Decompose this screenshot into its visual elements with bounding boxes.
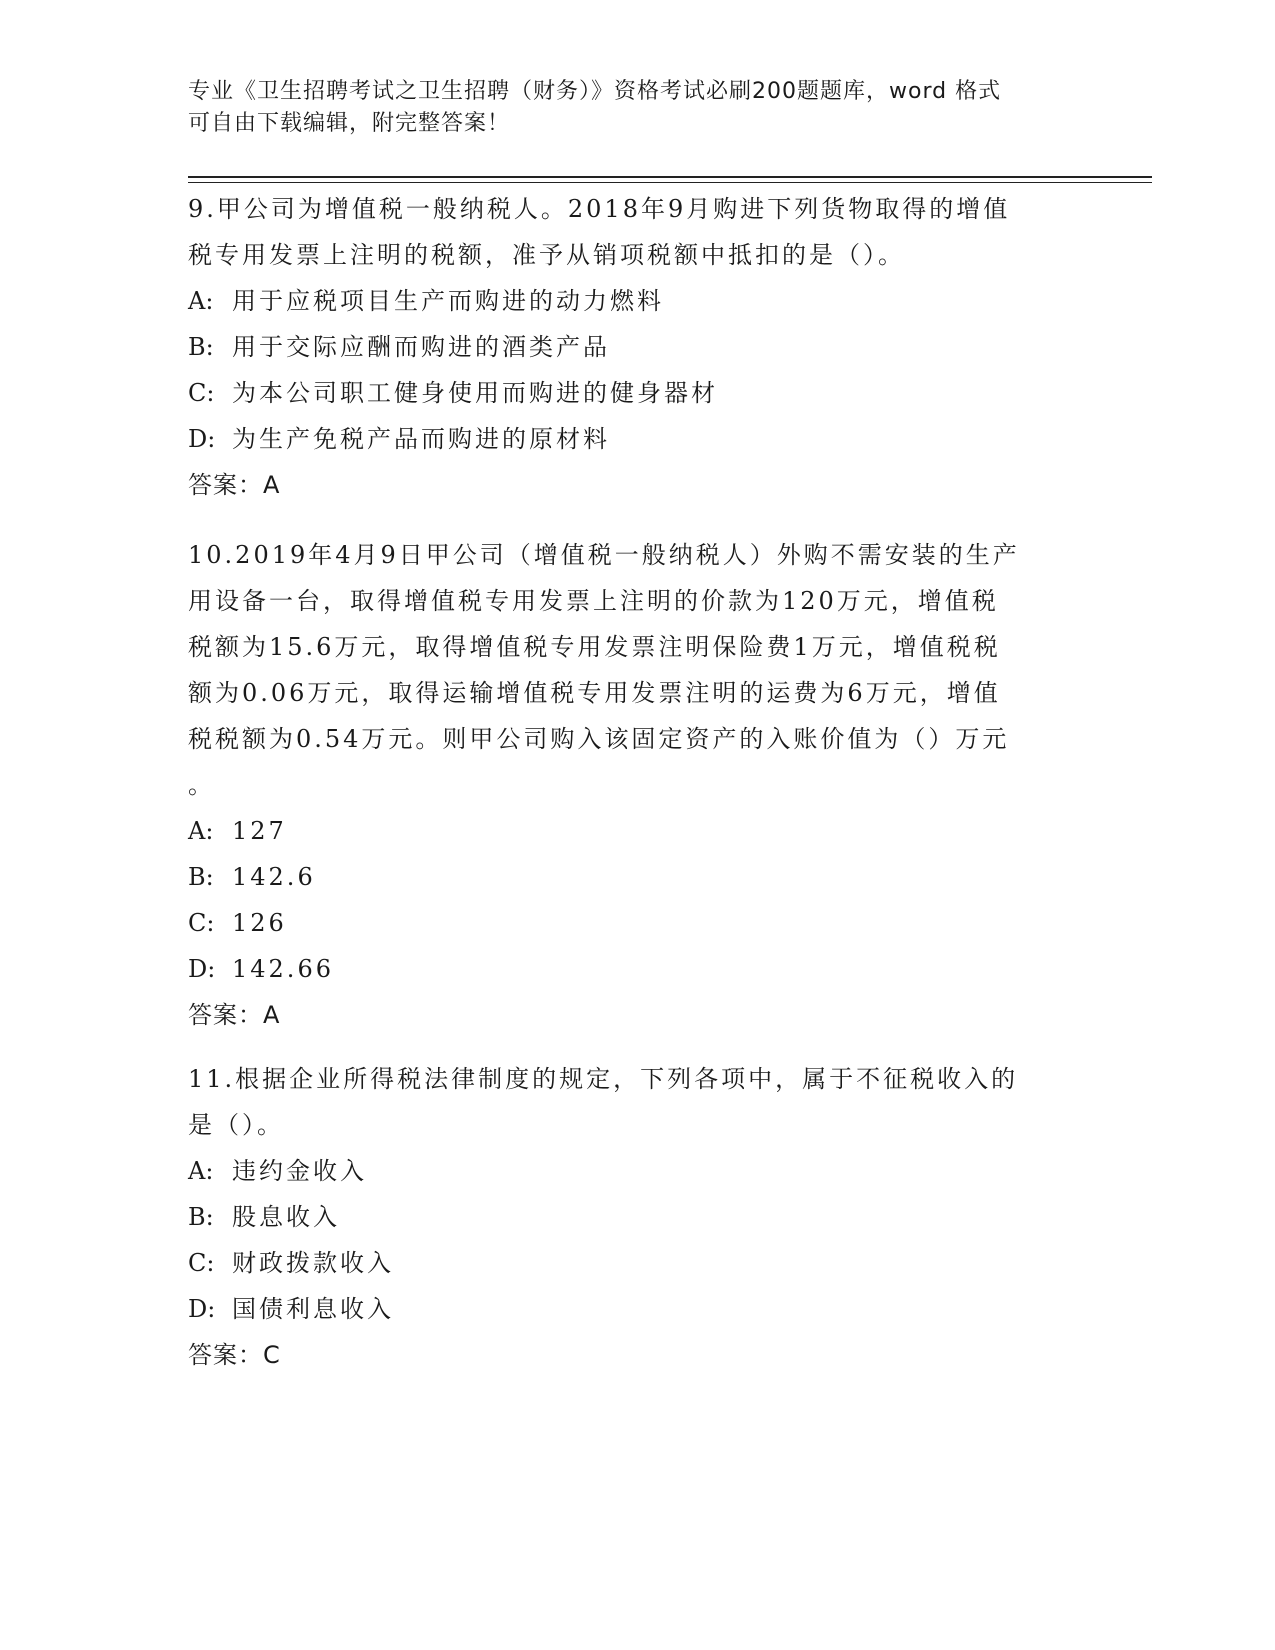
- question-stem-line: 11.根据企业所得税法律制度的规定，下列各项中，属于不征税收入的: [188, 1065, 1019, 1093]
- option-key: A:: [188, 1157, 214, 1185]
- option-key: B:: [188, 1203, 214, 1231]
- answer-line: 答案：A: [188, 471, 281, 499]
- header-divider-thin: [188, 182, 1152, 183]
- option-key: C:: [188, 1249, 215, 1277]
- option-text: 用于交际应酬而购进的酒类产品: [232, 333, 610, 361]
- question-stem-line: 。: [188, 771, 215, 799]
- question-stem-line: 税专用发票上注明的税额，准予从销项税额中抵扣的是（）。: [188, 241, 905, 269]
- question-stem-line: 10.2019年4月9日甲公司（增值税一般纳税人）外购不需安装的生产: [188, 541, 1020, 569]
- question-stem-line: 税税额为0.54万元。则甲公司购入该固定资产的入账价值为（）万元: [188, 725, 1010, 753]
- option-key: D:: [188, 1295, 216, 1323]
- option-c: [188, 900, 1088, 946]
- option-text: 国债利息收入: [232, 1295, 394, 1323]
- option-b: [188, 1194, 1088, 1240]
- question-10: [188, 532, 1088, 1038]
- header-line-1: 专业《卫生招聘考试之卫生招聘（财务）》资格考试必刷200题题库，word 格式: [188, 79, 1002, 104]
- answer-line: 答案：A: [188, 1001, 281, 1029]
- option-a: [188, 808, 1088, 854]
- option-key: B:: [188, 863, 214, 891]
- header-divider-thick: [188, 176, 1152, 178]
- option-text: 127: [232, 817, 287, 845]
- question-9: [188, 186, 1088, 508]
- option-key: D:: [188, 425, 216, 453]
- option-a: [188, 1148, 1088, 1194]
- option-text: 财政拨款收入: [232, 1249, 394, 1277]
- option-text: 股息收入: [232, 1203, 340, 1231]
- option-b: [188, 854, 1088, 900]
- option-key: A:: [188, 817, 214, 845]
- option-b: [188, 324, 1088, 370]
- question-stem-line: 用设备一台，取得增值税专用发票上注明的价款为120万元，增值税: [188, 587, 999, 615]
- option-d: [188, 1286, 1088, 1332]
- header-line-2: 可自由下载编辑，附完整答案！: [188, 111, 511, 136]
- document-header: [188, 76, 1068, 140]
- option-d: [188, 946, 1088, 992]
- option-a: [188, 278, 1088, 324]
- question-stem-line: 额为0.06万元，取得运输增值税专用发票注明的运费为6万元，增值: [188, 679, 1001, 707]
- option-key: A:: [188, 287, 214, 315]
- option-c: [188, 370, 1088, 416]
- question-stem-line: 是（）。: [188, 1111, 284, 1139]
- answer-line: 答案：C: [188, 1341, 281, 1369]
- option-text: 违约金收入: [232, 1157, 367, 1185]
- option-text: 126: [232, 909, 287, 937]
- question-11: [188, 1056, 1088, 1378]
- option-text: 为生产免税产品而购进的原材料: [232, 425, 610, 453]
- option-key: C:: [188, 379, 215, 407]
- option-c: [188, 1240, 1088, 1286]
- option-key: C:: [188, 909, 215, 937]
- option-text: 为本公司职工健身使用而购进的健身器材: [232, 379, 718, 407]
- option-text: 用于应税项目生产而购进的动力燃料: [232, 287, 664, 315]
- option-key: D:: [188, 955, 216, 983]
- option-d: [188, 416, 1088, 462]
- option-key: B:: [188, 333, 214, 361]
- option-text: 142.66: [232, 955, 334, 983]
- question-stem-line: 税额为15.6万元，取得增值税专用发票注明保险费1万元，增值税税: [188, 633, 1001, 661]
- option-text: 142.6: [232, 863, 316, 891]
- question-stem-line: 9.甲公司为增值税一般纳税人。2018年9月购进下列货物取得的增值: [188, 195, 1011, 223]
